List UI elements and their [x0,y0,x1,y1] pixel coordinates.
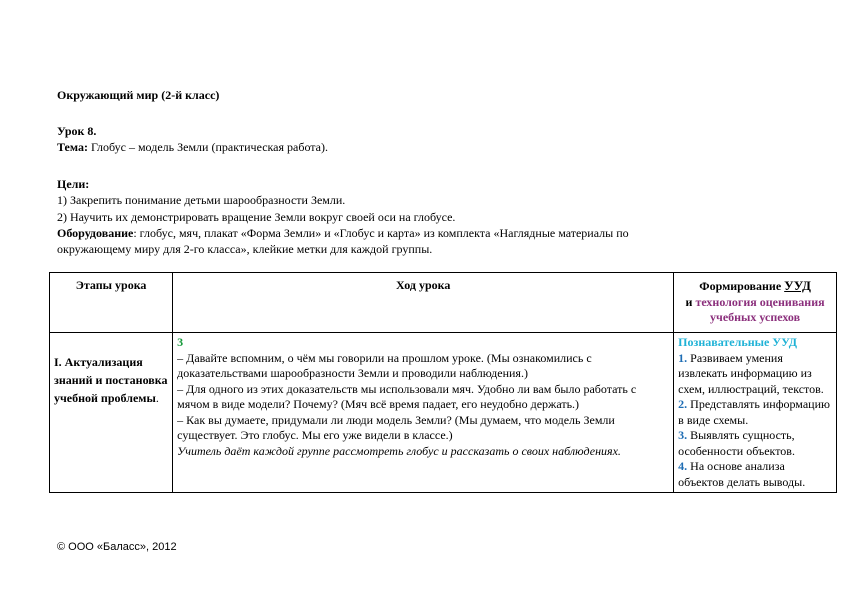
uud-title: Познавательные УУД [678,335,797,349]
table-header-row [50,273,837,333]
dialog-line: – Для одного из этих доказательств мы использовали мяч. Удобно ли вам было работать с мячом в виде модели? Почему? (Мяч всё время падает, его неудобно держать.) [177,381,637,411]
header-uud: УУД [784,278,811,293]
goal-item: 2) Научить их демонстрировать вращение Земли вокруг своей оси на глобусе. [57,210,456,224]
equipment-line-2: окружающему миру для 2-го класса», клейкие метки для каждой группы. [57,242,433,256]
lesson-number: Урок 8. [57,124,97,138]
uud-text: Развиваем умения извлекать информацию из схем, иллюстраций, текстов. [678,350,824,396]
uud-item [678,351,832,398]
dialog-line: – Как вы думаете, придумали ли люди модель Земли? (Мы думаем, что модель Земли существует. Это глобус. Мы его уже видели в классе.) [177,412,615,442]
header-forming [674,273,837,333]
uud-num: 4. [678,459,688,473]
copyright-footer: © ООО «Баласс», 2012 [57,541,177,553]
topic-text: Глобус – модель Земли (практическая работа). [87,140,328,154]
uud-cell [674,333,837,493]
process-cell [173,333,674,493]
equipment-line [57,226,629,241]
uud-item [678,428,832,459]
uud-num: 1. [678,350,688,365]
uud-num: 3. [678,428,688,442]
topic-label: Тема: [57,140,88,154]
goals-label: Цели: [57,177,90,191]
uud-item [678,459,832,490]
teacher-instruction: Учитель даёт каждой группе рассмотреть глобус и рассказать о своих наблюдениях. [177,443,621,458]
lesson-table [49,272,837,493]
header-forming-text: Формирование [699,279,785,293]
uud-text: Выявлять сущность, особенности объектов. [678,428,795,458]
stage-end: . [155,391,159,405]
uud-item [678,397,832,428]
header-process: Ход урока [173,273,674,333]
dialog-line: – Давайте вспомним, о чём мы говорили на прошлом уроке. (Мы ознакомились с доказательствами шарообразности Земли и проводили наблюдения.) [177,350,592,380]
table-row [50,333,837,493]
stage-cell [50,333,173,493]
stage-title: I. Актуализация знаний и постановка учебной проблемы [54,355,168,405]
goal-item: 1) Закрепить понимание детьми шарообразности Земли. [57,193,346,207]
topic-line [57,140,328,155]
subject-title: Окружающий мир (2-й класс) [57,88,220,102]
header-tech: технология оценивания [695,294,825,309]
header-success: учебных успехов [710,310,801,324]
uud-text: На основе анализа объектов делать выводы. [678,459,806,489]
uud-num: 2. [678,397,688,411]
uud-text: Представлять информацию в виде схемы. [678,397,830,427]
equipment-text: : глобус, мяч, плакат «Форма Земли» и «Глобус и карта» из комплекта «Наглядные материалы по [133,226,629,240]
header-stages: Этапы урока [50,273,173,333]
header-and: и [685,294,696,309]
equipment-label: Оборудование [57,226,134,240]
step-number: 3 [177,335,184,349]
